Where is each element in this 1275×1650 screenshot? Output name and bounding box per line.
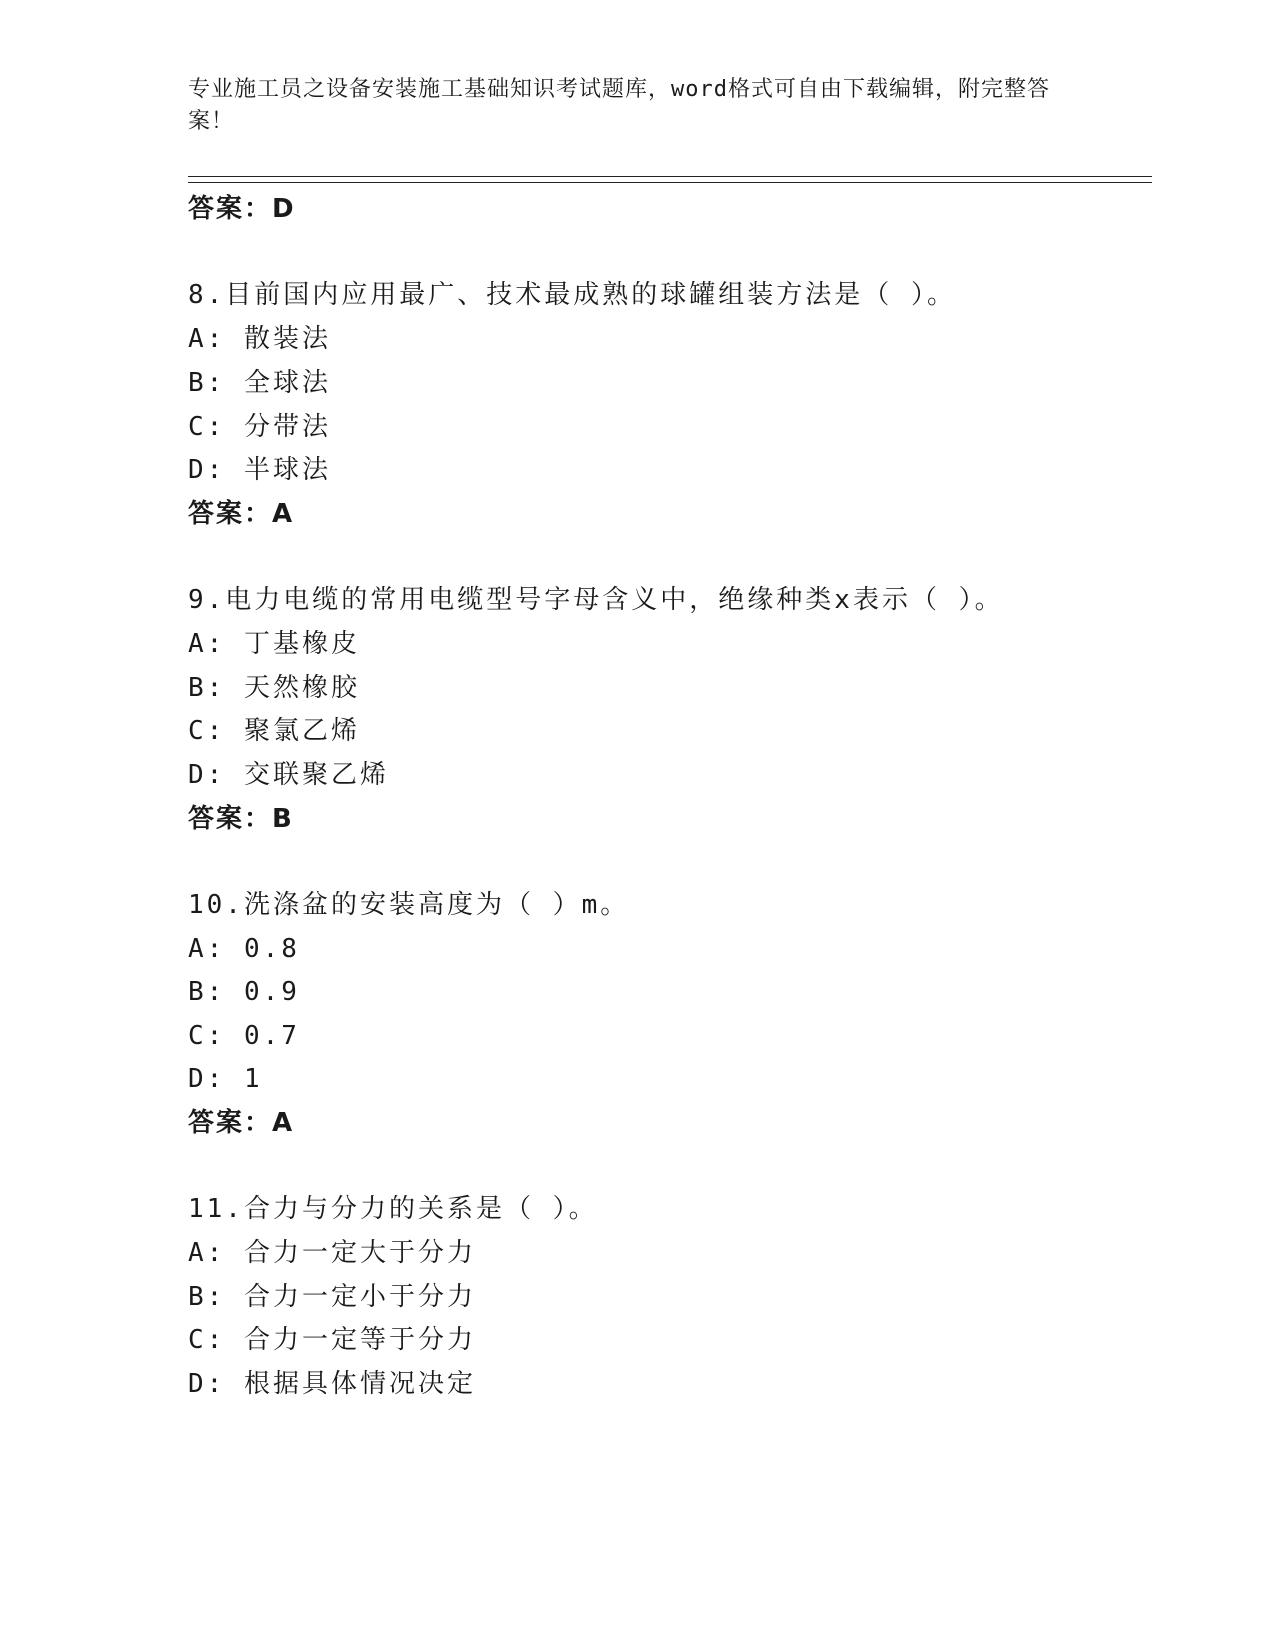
option-d: D: 交联聚乙烯 (188, 760, 389, 790)
document-header: 专业施工员之设备安装施工基础知识考试题库，word格式可自由下载编辑，附完整答案！ (188, 77, 1050, 134)
option-a: A: 0.8 (188, 934, 300, 964)
header-divider-bottom (188, 182, 1152, 183)
option-c: C: 聚氯乙烯 (188, 716, 360, 746)
option-b: B: 合力一定小于分力 (188, 1282, 476, 1312)
header-divider-top (188, 176, 1152, 177)
option-a: A: 丁基橡皮 (188, 629, 360, 659)
option-c: C: 分带法 (188, 412, 331, 442)
option-b: B: 0.9 (188, 977, 300, 1007)
option-c: C: 0.7 (188, 1021, 300, 1051)
question-stem: 10.洗涤盆的安装高度为（ ）m。 (188, 890, 630, 920)
option-b: B: 天然橡胶 (188, 673, 360, 703)
option-d: D: 1 (188, 1064, 263, 1094)
answer-line: 答案：B (188, 804, 294, 834)
option-a: A: 散装法 (188, 324, 331, 354)
option-c: C: 合力一定等于分力 (188, 1325, 476, 1355)
answer-line: 答案：A (188, 1108, 295, 1138)
question-stem: 8.目前国内应用最广、技术最成熟的球罐组装方法是（ ）。 (188, 280, 956, 310)
question-stem: 11.合力与分力的关系是（ ）。 (188, 1194, 598, 1224)
option-d: D: 半球法 (188, 455, 331, 485)
option-b: B: 全球法 (188, 368, 331, 398)
question-stem: 9.电力电缆的常用电缆型号字母含义中，绝缘种类x表示（ ）。 (188, 585, 1004, 615)
answer-line: 答案：A (188, 499, 295, 529)
option-d: D: 根据具体情况决定 (188, 1369, 476, 1399)
answer-line: 答案：D (188, 194, 296, 224)
option-a: A: 合力一定大于分力 (188, 1238, 476, 1268)
